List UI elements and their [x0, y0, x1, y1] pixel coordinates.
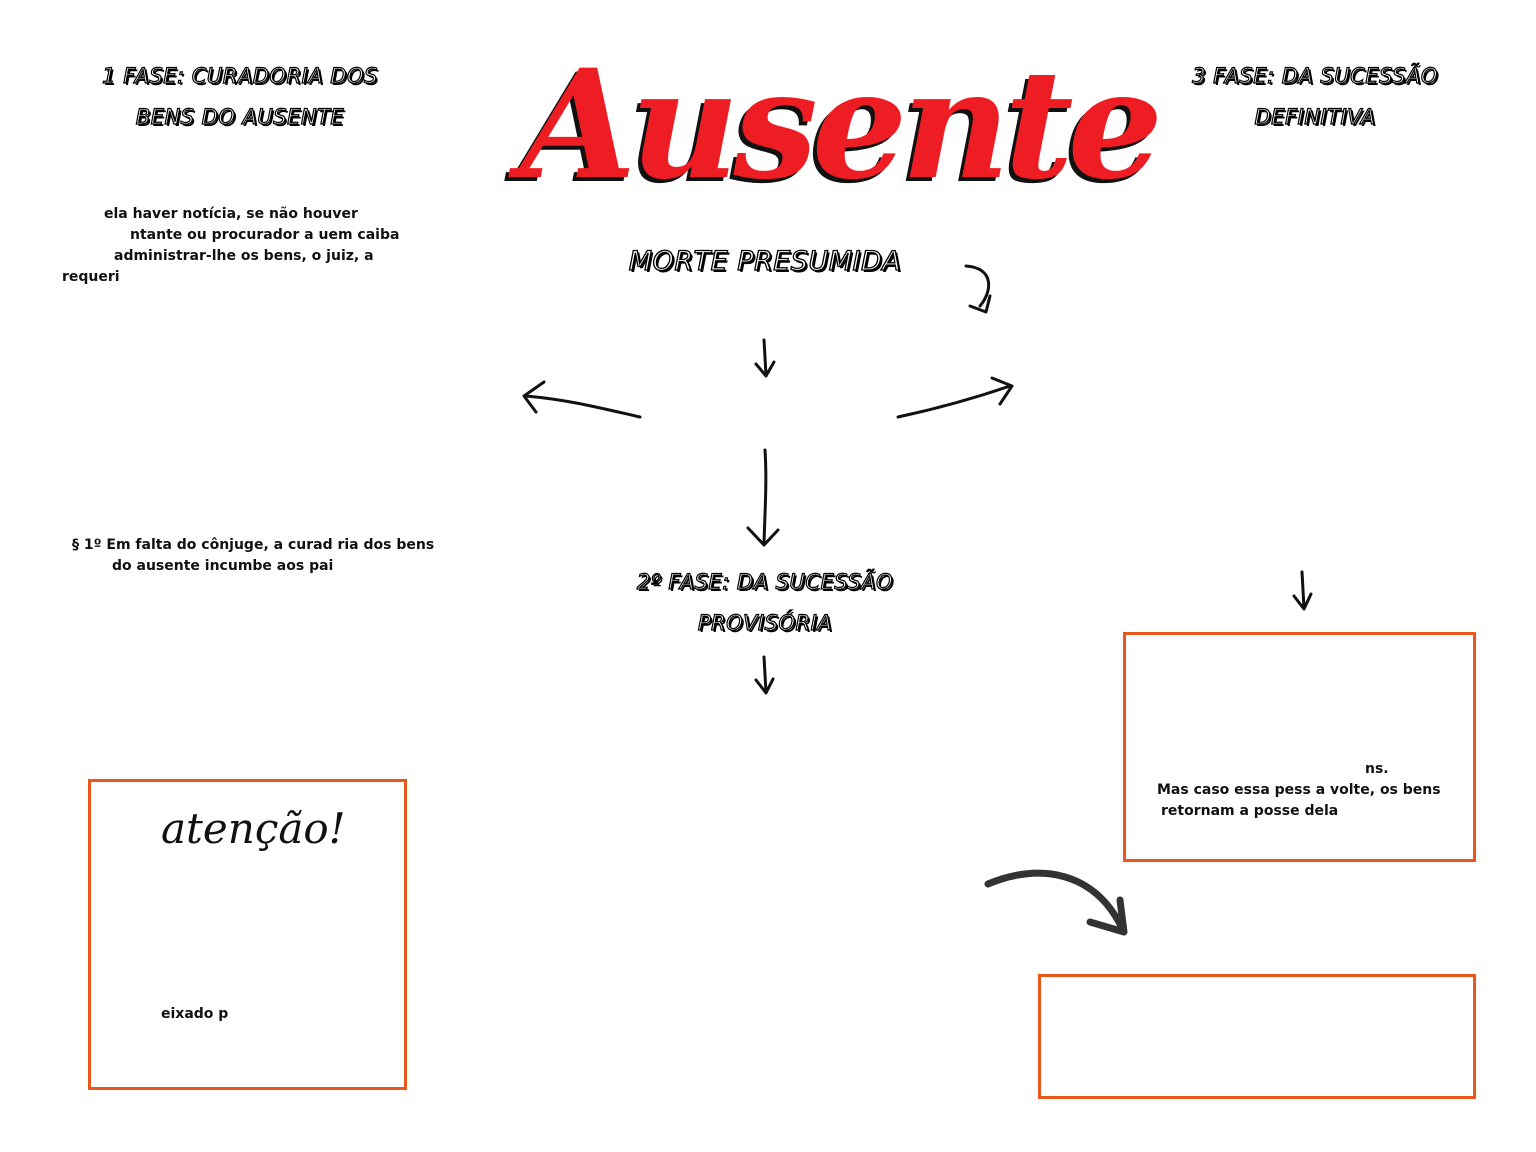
phase1-text-line1: ela haver notícia, se não houver: [104, 206, 358, 222]
phase3-heading: [1140, 56, 1490, 138]
attention-label: atenção!: [161, 804, 346, 853]
phase2-heading: [600, 562, 930, 644]
phase2-heading-line2: PROVISÓRIA: [697, 611, 833, 635]
phase3-heading-line1: 3 FASE: DA SUCESSÃO: [1192, 64, 1438, 88]
phase1-paragraph-line1: § 1º Em falta do cônjuge, a curad ria dos bens: [72, 537, 435, 553]
phase3-box-line2: Mas caso essa pess a volte, os bens: [1157, 782, 1441, 798]
phase1-paragraph: [72, 535, 442, 577]
phase1-description: [60, 204, 430, 288]
phase1-text-line2: ntante ou procurador a uem caiba: [130, 227, 400, 243]
phase1-heading-line2: BENS DO AUSENTE: [135, 105, 345, 129]
phase1-text-line4: requeri: [62, 269, 120, 285]
curl-arrow: [966, 266, 990, 312]
phase3-box-text: [1157, 759, 1467, 822]
left-arrow: [524, 382, 640, 417]
phase1-text-line3: administrar-lhe os bens, o juiz, a: [114, 248, 374, 264]
phase1-paragraph-line2: do ausente incumbe aos pai: [112, 558, 334, 574]
attention-text: eixado p: [161, 1006, 229, 1022]
right-arrow: [898, 378, 1012, 417]
phase3-heading-line2: DEFINITIVA: [1254, 105, 1376, 129]
phase3-box-line3: retornam a posse dela: [1161, 803, 1339, 819]
phase1-heading: [70, 56, 410, 138]
curved-arrow: [988, 873, 1124, 932]
down-arrow-phase2-below: [756, 657, 773, 693]
attention-box: [88, 779, 407, 1090]
down-arrow-phase2: [748, 450, 778, 545]
down-arrow-top: [756, 340, 774, 376]
phase2-heading-line1: 2º FASE: DA SUCESSÃO: [636, 570, 894, 594]
page-subtitle: MORTE PRESUMIDA: [628, 246, 902, 277]
phase3-box-line1: ns.: [1365, 761, 1389, 777]
phase3-info-box: [1123, 632, 1476, 862]
page-title: Ausente: [520, 37, 1158, 213]
down-arrow-phase3: [1294, 572, 1311, 609]
phase1-heading-line1: 1 FASE: CURADORIA DOS: [102, 64, 378, 88]
bottom-right-box: [1038, 974, 1476, 1099]
